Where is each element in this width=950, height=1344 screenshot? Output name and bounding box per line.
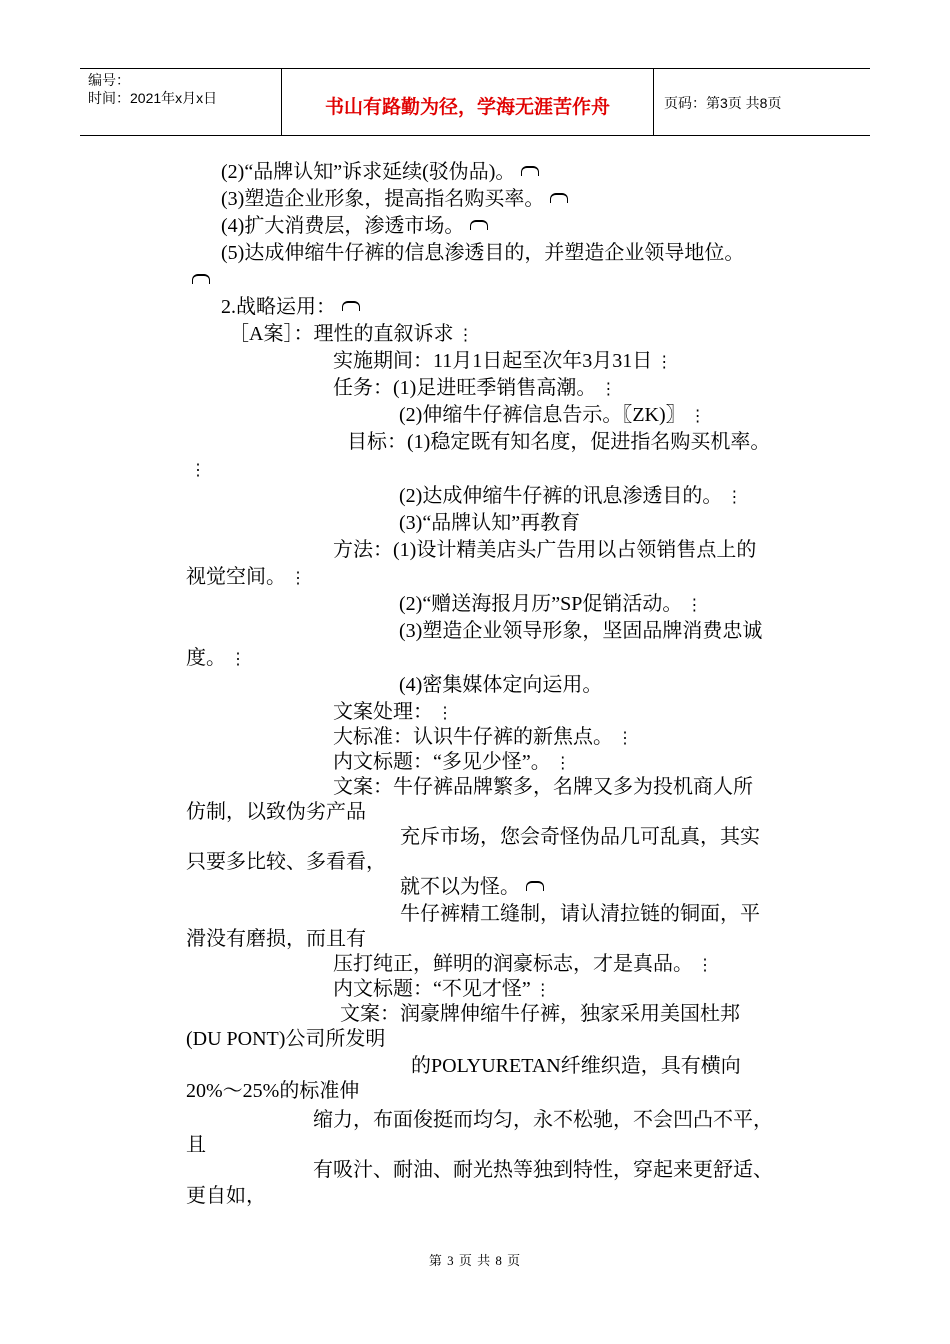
body-line [340, 1002, 740, 1026]
body-line [221, 295, 360, 319]
body-line-text: 内文标题：“多见少怪”。 [333, 751, 551, 773]
body-line-text: (3)塑造企业形象，提高指名购买率。 [221, 188, 545, 210]
body-line-text: (4)扩大消费层，渗透市场。 [221, 215, 465, 237]
body-line [186, 1079, 359, 1103]
body-line [186, 850, 386, 874]
body-line [186, 268, 210, 292]
body-line-text: 实施期间：11月1日起至次年3月31日 [333, 350, 653, 372]
vertical-ellipsis-icon: ⋮ [689, 408, 706, 425]
body-line [399, 484, 742, 510]
body-line [186, 1133, 206, 1157]
body-line-text: (3)“品牌认知”再教育 [399, 512, 581, 534]
body-line-text: (3)塑造企业领导形象，坚固品牌消费忠诚 [399, 620, 763, 642]
body-line [400, 875, 544, 899]
body-line-text: 视觉空间。 [186, 566, 286, 588]
body-line-text: (2)“赠送海报月历”SP促销活动。 [399, 593, 683, 615]
vertical-ellipsis-icon: ⋮ [534, 982, 551, 999]
body-line [186, 457, 206, 483]
body-line [186, 1027, 385, 1051]
body-line [186, 646, 246, 672]
body-line-text: (4)密集媒体定向运用。 [399, 674, 603, 696]
body-line [313, 1108, 773, 1132]
body-line [399, 403, 706, 429]
body-line-text: (DU PONT)公司所发明 [186, 1028, 386, 1050]
body-line-text: 只要多比较、多看看， [186, 851, 386, 873]
body-line [333, 725, 633, 751]
vertical-ellipsis-icon: ⋮ [600, 381, 617, 398]
paragraph-mark-icon [550, 193, 568, 203]
page-footer: 第 3 页 共 8 页 [428, 1253, 522, 1268]
body-line [221, 241, 744, 265]
body-line-text: 内文标题：“不见才怪” [333, 978, 531, 1000]
paragraph-mark-icon [342, 301, 360, 311]
body-line-text: 文案：牛仔裤品牌繁多，名牌又多为投机商人所 [333, 776, 753, 798]
body-line-text: 缩力，布面俊挺而均匀，永不松驰，不会凹凸不平， [313, 1109, 773, 1131]
body-line-text: 2.战略运用： [221, 296, 336, 318]
body-line [399, 592, 702, 618]
body-line [221, 187, 568, 211]
vertical-ellipsis-icon: ⋮ [457, 327, 474, 344]
body-line-text: ［A案］：理性的直叙诉求 [229, 323, 454, 345]
body-line [186, 565, 306, 591]
body-line-text: 文案：润豪牌伸缩牛仔裤，独家采用美国杜邦 [340, 1003, 740, 1025]
vertical-ellipsis-icon: ⋮ [554, 755, 571, 772]
body-line-text: (2)达成伸缩牛仔裤的讯息渗透目的。 [399, 485, 723, 507]
body-line [313, 1158, 773, 1182]
vertical-ellipsis-icon: ⋮ [290, 570, 306, 587]
body-line [333, 700, 453, 726]
body-line-text: 文案处理： [333, 701, 433, 723]
body-line-text: 大标准：认识牛仔裤的新焦点。 [333, 726, 613, 748]
body-line-text: 牛仔裤精工缝制，请认清拉链的铜面，平 [400, 903, 760, 925]
document-number-label: 编号： [88, 72, 130, 88]
body-line-text: 的POLYURETAN纤维织造，具有横向 [411, 1055, 741, 1077]
header-meta [80, 69, 282, 135]
body-line [186, 927, 366, 951]
body-line [411, 1054, 741, 1078]
body-line [333, 349, 672, 375]
body-line-text: 方法：(1)设计精美店头广告用以占领销售点上的 [333, 539, 757, 561]
header-motto: 书山有路勤为径，学海无涯苦作舟 [282, 69, 654, 135]
body-line-text: 滑没有磨损，而且有 [186, 928, 366, 950]
header-page-info: 页码：第3页 共8页 [664, 95, 782, 111]
paragraph-mark-icon [526, 881, 544, 891]
vertical-ellipsis-icon: ⋮ [697, 957, 713, 974]
vertical-ellipsis-icon: ⋮ [437, 705, 453, 722]
body-line-text: 更自如， [186, 1185, 266, 1207]
body-line [221, 214, 488, 238]
body-line [400, 902, 760, 926]
body-line-text: (2)“品牌认知”诉求延续(驳伪品)。 [221, 161, 516, 183]
page-header [80, 68, 870, 136]
body-line [333, 952, 713, 978]
paragraph-mark-icon [470, 220, 488, 230]
body-line-text: 且 [186, 1134, 206, 1156]
body-line-text: 有吸汁、耐油、耐光热等独到特性，穿起来更舒适、 [313, 1159, 773, 1181]
body-line [333, 750, 571, 776]
body-line [399, 673, 602, 697]
body-line-text: 充斥市场，您会奇怪伪品几可乱真，其实 [400, 826, 760, 848]
body-line-text: 20%～25%的标准伸 [186, 1080, 360, 1102]
body-line [399, 619, 762, 643]
body-line-text: 压打纯正，鲜明的润豪标志，才是真品。 [333, 953, 693, 975]
body-line [333, 376, 616, 402]
body-line-text: (5)达成伸缩牛仔裤的信息渗透目的，并塑造企业领导地位。 [221, 242, 745, 264]
body-line-text: 就不以为怪。 [400, 876, 520, 898]
body-line-text: 任务：(1)足进旺季销售高潮。 [333, 377, 597, 399]
body-line [221, 160, 539, 184]
body-line-text: 度。 [186, 647, 226, 669]
vertical-ellipsis-icon: ⋮ [686, 597, 703, 614]
document-time-label: 时间：2021年x月x日 [88, 90, 218, 106]
body-line-text: 仿制，以致伪劣产品 [186, 801, 366, 823]
vertical-ellipsis-icon: ⋮ [656, 354, 673, 371]
vertical-ellipsis-icon: ⋮ [230, 651, 246, 668]
body-line [333, 977, 551, 1003]
body-line [399, 511, 580, 535]
body-line [186, 800, 366, 824]
paragraph-mark-icon [192, 274, 210, 284]
paragraph-mark-icon [521, 166, 539, 176]
body-line [333, 538, 756, 562]
body-line [333, 775, 753, 799]
body-line-text: 目标：(1)稳定既有知名度，促进指名购买机率。 [347, 431, 771, 453]
vertical-ellipsis-icon: ⋮ [617, 730, 633, 747]
body-line [186, 1184, 266, 1208]
body-line [229, 322, 473, 348]
body-line-text: (2)伸缩牛仔裤信息告示。〖ZK)〗 [399, 404, 686, 426]
vertical-ellipsis-icon: ⋮ [190, 462, 206, 479]
body-line [347, 430, 770, 454]
vertical-ellipsis-icon: ⋮ [726, 489, 743, 506]
body-line [400, 825, 760, 849]
